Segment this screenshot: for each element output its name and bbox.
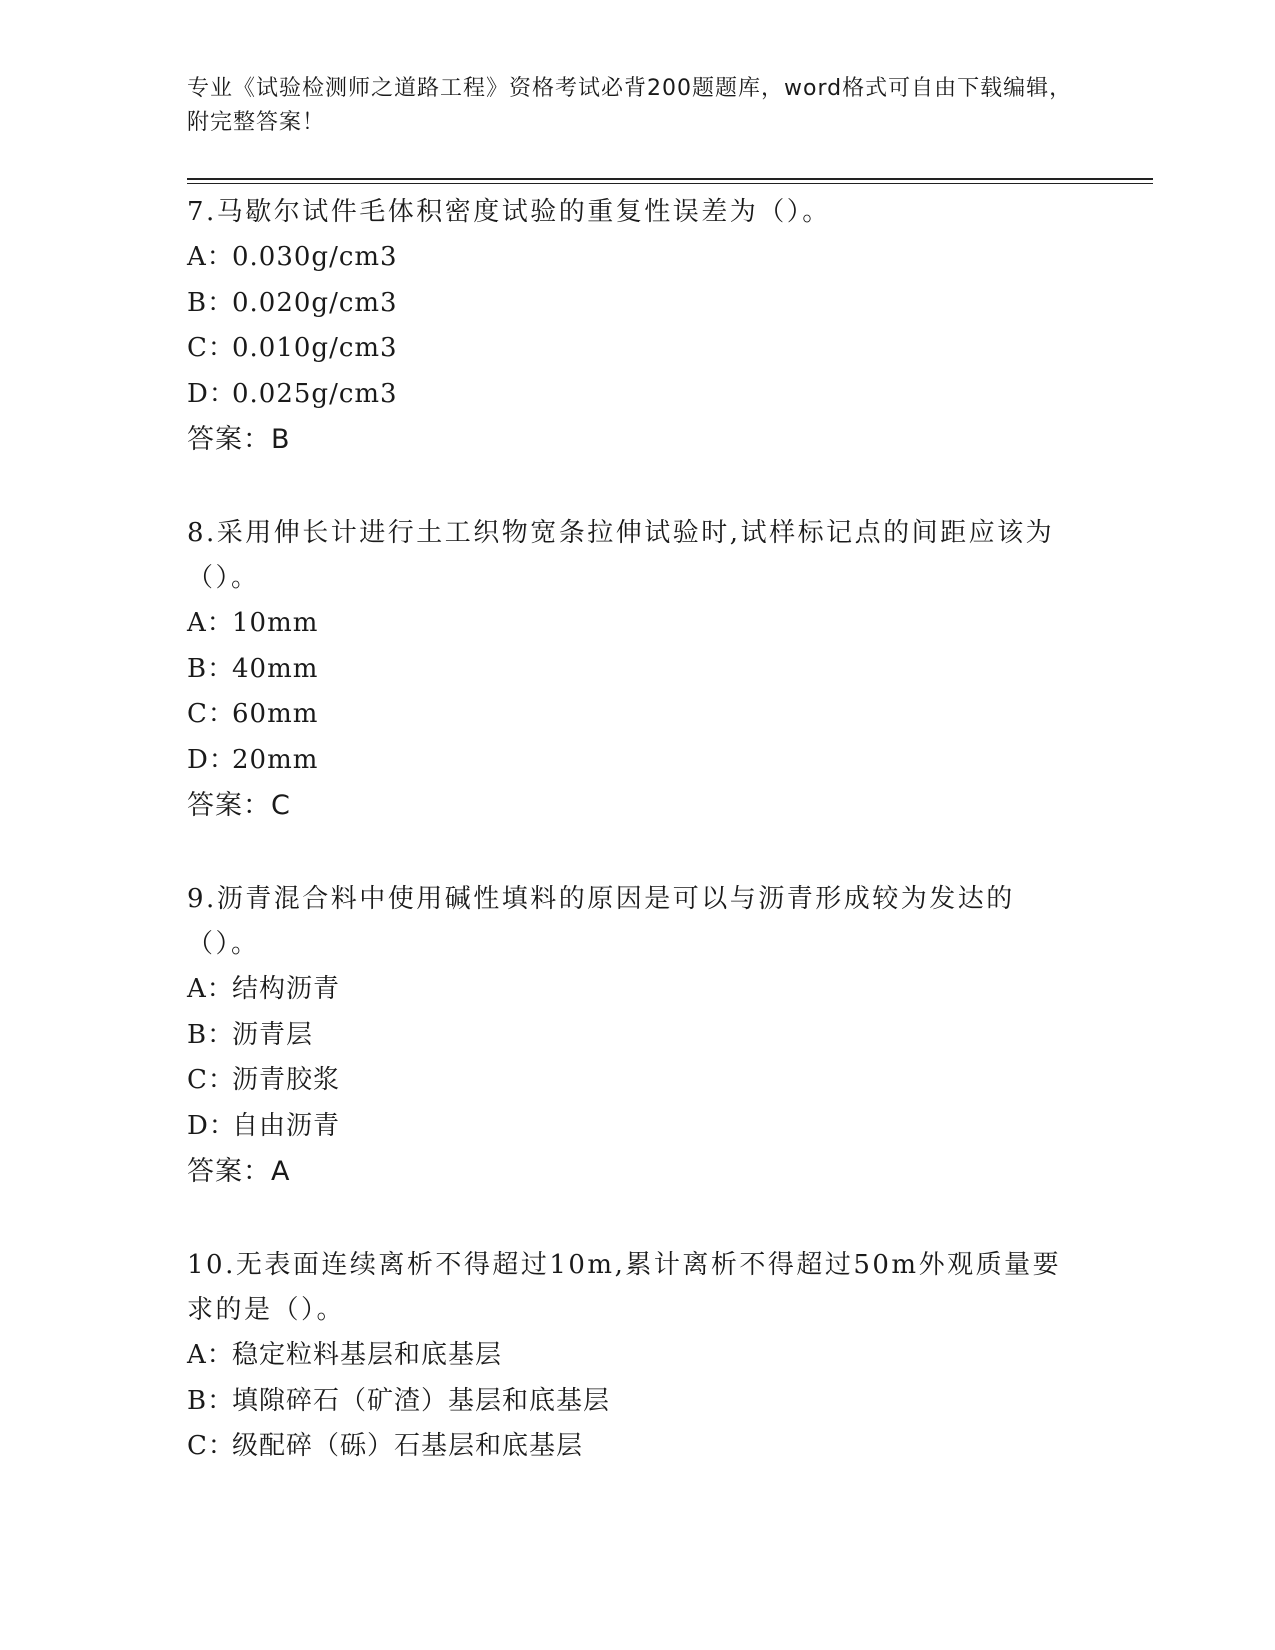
option-text: 填隙碎石（矿渣）基层和底基层: [232, 1385, 611, 1416]
option-letter: B：: [187, 653, 235, 684]
option-letter: B：: [187, 287, 235, 318]
question-list: [187, 190, 1087, 1519]
option-text: 0.020g/cm3: [232, 287, 398, 318]
option-letter: C：: [187, 333, 235, 363]
header-divider-thin: [187, 183, 1153, 184]
question-8: [187, 511, 1087, 828]
option-b: [187, 1013, 1087, 1059]
option-b: [187, 281, 1087, 327]
question-stem: 10.无表面连续离析不得超过10m,累计离析不得超过50m外观质量要求的是（）。: [187, 1250, 1062, 1325]
answer-line: 答案：B: [187, 424, 291, 455]
question-7: [187, 190, 1087, 462]
answer-line: 答案：A: [187, 1156, 291, 1187]
option-d: [187, 1104, 1087, 1150]
option-letter: D：: [187, 744, 236, 775]
option-text: 0.025g/cm3: [232, 378, 398, 409]
question-stem: 7.马歇尔试件毛体积密度试验的重复性误差为（）。: [187, 197, 831, 227]
option-c: [187, 1058, 1087, 1104]
option-letter: A：: [187, 608, 234, 638]
option-letter: D：: [187, 1110, 236, 1141]
option-letter: C：: [187, 699, 235, 729]
question-10: [187, 1243, 1087, 1470]
option-letter: A：: [187, 1340, 234, 1370]
question-stem: 8.采用伸长计进行土工织物宽条拉伸试验时,试样标记点的间距应该为（）。: [187, 518, 1055, 593]
option-d: [187, 372, 1087, 418]
answer-line: 答案：C: [187, 790, 291, 821]
option-text: 稳定粒料基层和底基层: [232, 1340, 503, 1370]
option-a: [187, 235, 1087, 281]
option-letter: B：: [187, 1019, 235, 1050]
option-text: 自由沥青: [232, 1110, 341, 1141]
document-header: 专业《试验检测师之道路工程》资格考试必背200题题库，word格式可自由下载编辑，附完整答案！: [187, 76, 1073, 135]
option-c: [187, 326, 1087, 372]
option-a: [187, 1333, 1087, 1379]
option-b: [187, 647, 1087, 693]
option-d: [187, 738, 1087, 784]
option-letter: C：: [187, 1065, 235, 1095]
option-text: 沥青层: [232, 1019, 314, 1050]
option-letter: C：: [187, 1431, 235, 1461]
option-b: [187, 1379, 1087, 1425]
option-c: [187, 1424, 1087, 1470]
option-text: 沥青胶浆: [232, 1065, 341, 1095]
option-c: [187, 692, 1087, 738]
option-letter: A：: [187, 974, 234, 1004]
question-9: [187, 877, 1087, 1194]
option-text: 20mm: [232, 744, 319, 775]
header-divider-thick: [187, 178, 1153, 180]
option-text: 0.030g/cm3: [232, 242, 398, 272]
option-letter: D：: [187, 378, 236, 409]
option-letter: A：: [187, 242, 234, 272]
option-text: 0.010g/cm3: [232, 333, 398, 363]
question-stem: 9.沥青混合料中使用碱性填料的原因是可以与沥青形成较为发达的（）。: [187, 884, 1015, 959]
option-text: 10mm: [232, 608, 319, 638]
option-text: 结构沥青: [232, 974, 341, 1004]
option-letter: B：: [187, 1385, 235, 1416]
option-text: 40mm: [232, 653, 319, 684]
option-a: [187, 601, 1087, 647]
option-text: 60mm: [232, 699, 319, 729]
option-text: 级配碎（砾）石基层和底基层: [232, 1431, 584, 1461]
option-a: [187, 967, 1087, 1013]
